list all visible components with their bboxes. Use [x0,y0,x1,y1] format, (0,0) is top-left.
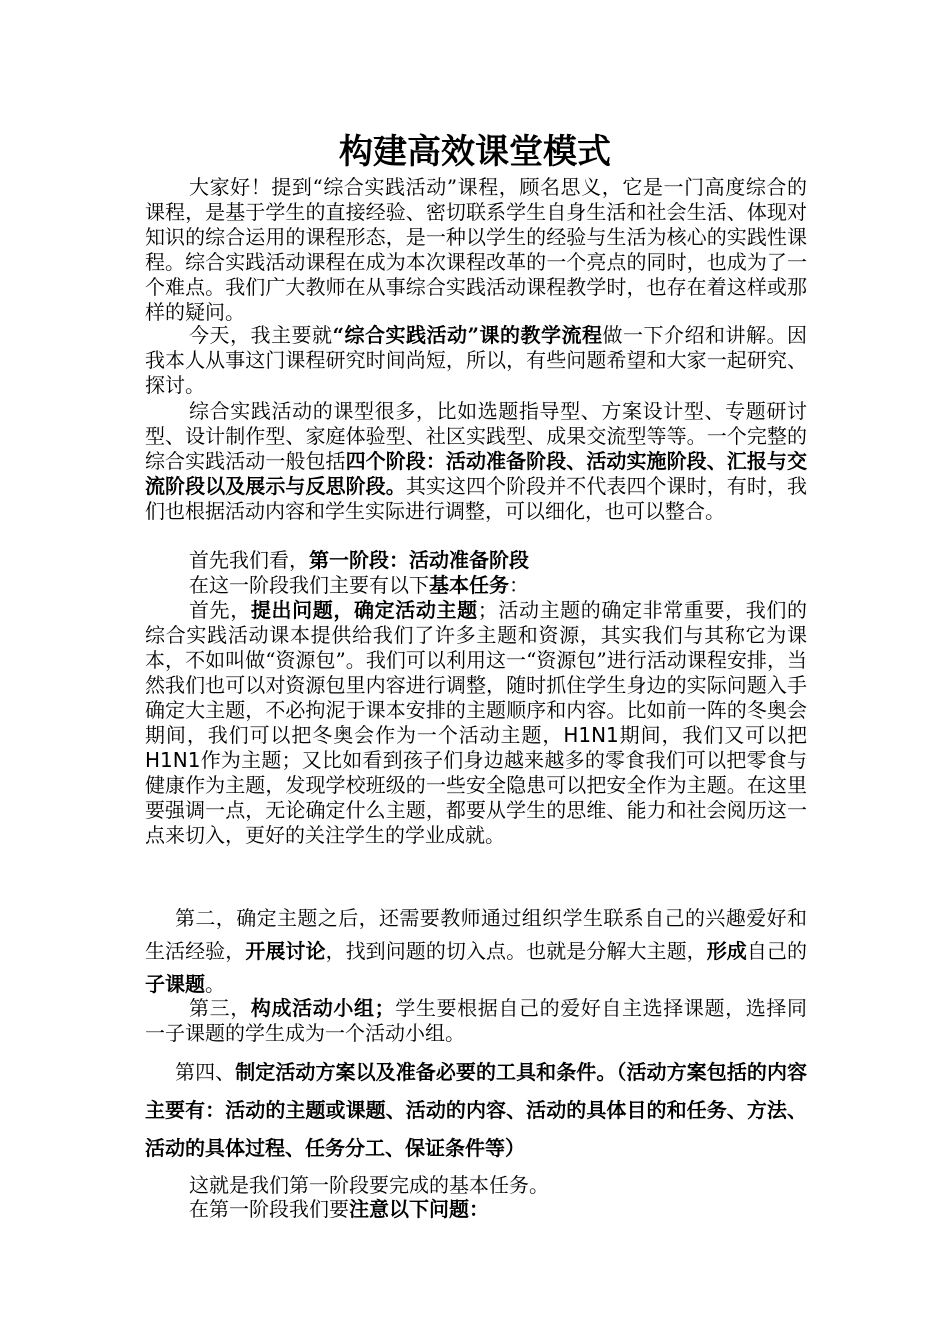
paragraph-fourth-task [145,1053,807,1167]
paragraph-topic [145,323,807,398]
stage-one-text-a: 首先我们看， [189,548,309,572]
course-types-text-c: 其实这四个阶段并不代表四个课时，有时，我们也根据活动内容和学生实际进行调整，可以细化，也可以整合。 [145,474,807,523]
course-types-text-a: 综合实践活动的课型很多，比如选题指导型、方案设计型、专题研讨型、设计制作型、家庭体验型、社区实践型、成果交流型等等。一个完整的综合实践活动一般包括 [145,399,807,473]
paragraph-summary [145,1173,807,1198]
intro-text: 大家好！提到“综合实践活动”课程，顾名思义，它是一门高度综合的课程，是基于学生的直接经验、密切联系学生自身生活和社会生活、体现对知识的综合运用的课程形态，是一种以学生的经验与生活为核心的实践性课程。综合实践活动课程在成为本次课程改革的一个亮点的同时，也成为了一个难点。我们广大教师在从事综合实践活动课程教学时，也存在着这样或那样的疑问。 [145,175,807,324]
h1n1-term-2: H1N1 [145,748,201,772]
discussion-bold: 开展讨论 [245,939,326,963]
second-task-text-g: 。 [205,972,225,996]
topic-text-c: 做一下介绍和讲解。因我本人从事这门课程研究时间尚短，所以，有些问题希望和大家一起研究、探讨。 [145,323,808,397]
four-stages-bold: 四个阶段：活动准备阶段、活动实施阶段、汇报与交流阶段以及展示与反思阶段。 [145,449,807,498]
first-task-text-a: 首先， [189,598,251,622]
second-task-text-c: ，找到问题的切入点。也就是分解大主题， [325,939,707,963]
group-bold: 构成活动小组； [250,996,395,1020]
first-task-text-g: 作为主题；又比如看到孩子们身边越来越多的零食我们可以把零食与健康作为主题，发现学校班级的一些安全隐患可以把安全作为主题。在这里要强调一点，无论确定什么主题，都要从学生的思维、能力和社会阅历这一点来切入，更好的关注学生的学业成就。 [145,748,807,847]
summary-text: 这就是我们第一阶段要完成的基本任务。 [189,1173,549,1197]
third-task-text-c: 学生要根据自己的爱好自主选择课题，选择同一子课题的学生成为一个活动小组。 [145,996,808,1045]
subtopic-bold: 子课题 [145,972,205,996]
basic-tasks-text-c: ： [509,573,529,597]
first-task-bold: 提出问题，确定活动主题 [250,598,478,622]
second-task-text-e: 自己的 [746,939,807,963]
topic-text-bold: “综合实践活动”课的教学流程 [332,323,603,347]
first-task-text-c: ；活动主题的确定非常重要，我们的综合实践活动课本提供给我们了许多主题和资源，其实我们与其称它为课本，不如叫做“资源包”。我们可以利用这一“资源包”进行活动课程安排，当然我们也可以对资源包里内容进行调整，随时抓住学生身边的实际问题入手确定大主题，不必拘泥于课本安排的主题顺序和内容。比如前一阵的冬奥会期间，我们可以把冬奥会作为一个活动主题， [145,598,808,747]
paragraph-first-task [145,598,807,848]
document-title: 构建高效课堂模式 [339,132,611,172]
third-task-text-a: 第三， [189,996,251,1020]
topic-text-a: 今天，我主要就 [189,323,333,347]
form-bold: 形成 [706,939,747,963]
paragraph-third-task [145,996,807,1046]
paragraph-second-task [145,902,807,1001]
basic-tasks-text-a: 在这一阶段我们主要有以下 [189,573,429,597]
second-task-text-a: 第二，确定主题之后，还需要教师通过组织学生联系自己的兴趣爱好和生活经验， [145,906,807,963]
fourth-task-bold: 制定活动方案以及准备必要的工具和条件。（活动方案包括的内容主要有：活动的主题或课题、活动的内容、活动的具体目的和任务、方法、活动的具体过程、任务分工、保证条件等） [145,1060,808,1160]
h1n1-term-1: H1N1 [563,723,619,747]
first-task-text-e: 期间，我们又可以把 [618,723,808,747]
basic-tasks-bold: 基本任务 [429,573,509,597]
notes-bold: 注意以下问题： [349,1197,489,1221]
stage-one-heading: 第一阶段：活动准备阶段 [309,548,529,572]
paragraph-stage-one [145,548,807,573]
fourth-task-text-a: 第四、 [175,1060,236,1084]
paragraph-intro [145,175,807,325]
paragraph-notes [145,1197,807,1222]
paragraph-course-types [145,399,807,524]
paragraph-basic-tasks [145,573,807,598]
notes-text-a: 在第一阶段我们要 [189,1197,349,1221]
